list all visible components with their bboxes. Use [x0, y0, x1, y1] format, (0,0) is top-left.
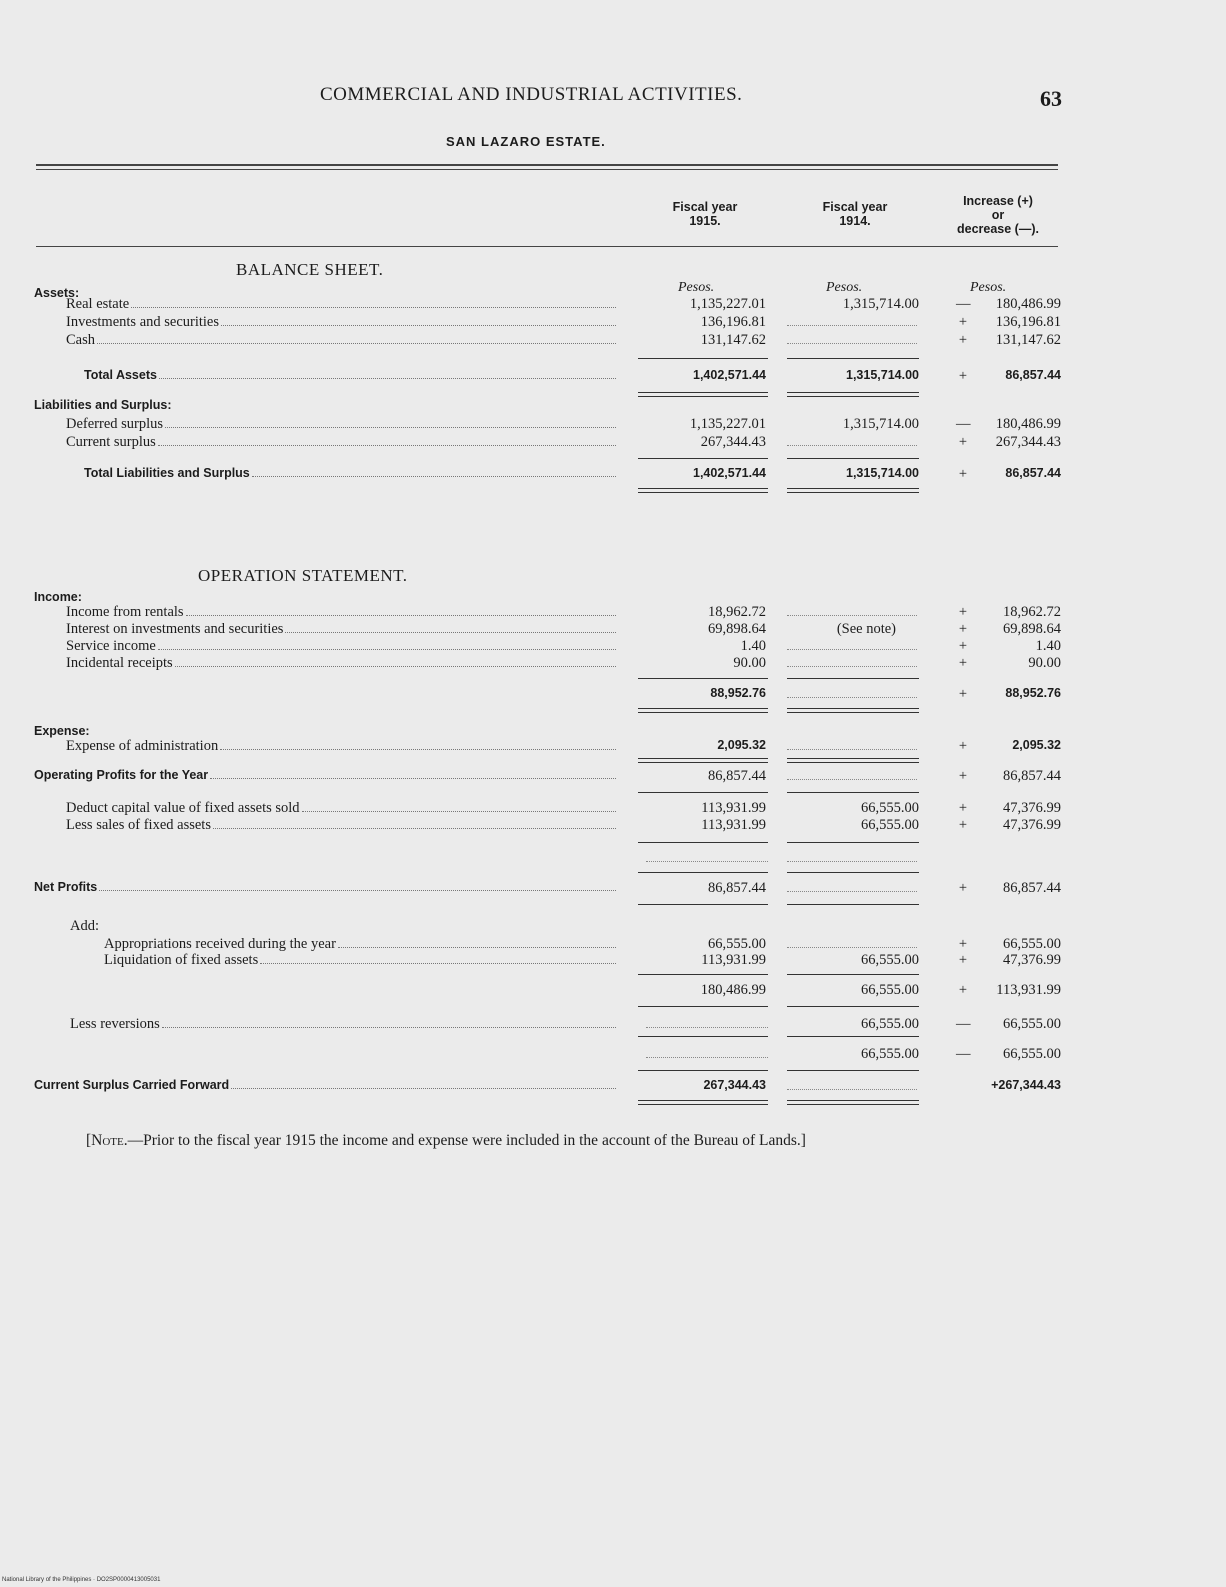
value-fy1915: 1,402,571.44 [693, 466, 766, 480]
value-fy1914: 66,555.00 [861, 800, 919, 816]
dot-leader [99, 890, 616, 891]
value-fy1915: 88,952.76 [710, 686, 766, 700]
double-rule [787, 392, 919, 397]
dot-leader [162, 1027, 616, 1028]
double-rule [638, 1100, 768, 1105]
blank-leader [646, 861, 768, 862]
value-fy1915: 86,857.44 [708, 880, 766, 896]
dot-leader [165, 427, 616, 428]
assets-heading: Assets: [34, 286, 80, 300]
unit-fy1915: Pesos. [678, 280, 715, 295]
blank-leader [787, 615, 917, 616]
subtotal-row [0, 686, 1226, 704]
blank-leader [787, 343, 917, 344]
dot-leader [221, 325, 616, 326]
value-fy1915: 18,962.72 [708, 604, 766, 620]
value-fy1914: 66,555.00 [861, 817, 919, 833]
column-rule [787, 904, 919, 905]
change-sign: + [958, 768, 968, 784]
blank-leader [787, 325, 917, 326]
dot-leader [159, 378, 616, 379]
column-rule [787, 358, 919, 359]
column-rule [638, 1070, 768, 1071]
table-row [0, 768, 1226, 786]
column-header-fy1914-line2: 1914. [839, 214, 871, 228]
change-sign: — [956, 296, 971, 312]
blank-leader [787, 1089, 917, 1090]
column-header-change-line3: decrease (—). [957, 222, 1039, 236]
value-fy1915: 267,344.43 [700, 434, 766, 450]
column-rule [638, 974, 768, 975]
change-sign: + [958, 952, 968, 968]
row-label: Current surplus [66, 434, 156, 450]
row-label: Interest on investments and securities [66, 621, 284, 637]
table-row [0, 638, 1226, 656]
column-rule [638, 842, 768, 843]
dot-leader [252, 476, 616, 477]
change-sign: + [958, 686, 968, 702]
dot-leader [302, 811, 616, 812]
column-rule [787, 872, 919, 873]
column-header-fy1915-line2: 1915. [689, 214, 721, 228]
header-rule [36, 164, 1058, 166]
dot-leader [158, 649, 616, 650]
value-fy1914: 66,555.00 [861, 982, 919, 998]
value-change: 113,931.99 [996, 982, 1061, 998]
estate-title: SAN LAZARO ESTATE. [446, 134, 606, 149]
change-sign: + [958, 621, 968, 637]
value-change: 180,486.99 [995, 296, 1061, 312]
row-label: Service income [66, 638, 156, 654]
row-label: Less reversions [70, 1016, 160, 1032]
value-fy1915: 1,402,571.44 [693, 368, 766, 382]
column-rule [787, 792, 919, 793]
column-rule [787, 678, 919, 679]
value-change: 180,486.99 [995, 416, 1061, 432]
change-sign: + [958, 368, 968, 384]
change-sign: — [956, 416, 971, 432]
value-change: 136,196.81 [995, 314, 1061, 330]
value-fy1915: 113,931.99 [701, 800, 766, 816]
dot-leader [220, 749, 616, 750]
change-sign: + [958, 800, 968, 816]
dot-leader [131, 307, 616, 308]
value-change: 66,555.00 [1003, 1016, 1061, 1032]
value-fy1915: 1.40 [740, 638, 766, 654]
dot-leader [260, 963, 616, 964]
column-rule [638, 678, 768, 679]
change-sign: + [958, 466, 968, 482]
row-label: Deferred surplus [66, 416, 164, 432]
value-fy1914: 66,555.00 [861, 1016, 919, 1032]
value-fy1914: 1,315,714.00 [846, 368, 919, 382]
value-fy1914: 66,555.00 [861, 952, 919, 968]
value-change: 69,898.64 [1003, 621, 1061, 637]
blank-leader [787, 666, 917, 667]
value-change: 86,857.44 [1005, 368, 1061, 382]
running-title: COMMERCIAL AND INDUSTRIAL ACTIVITIES. [320, 84, 743, 105]
column-rule [638, 358, 768, 359]
blank-leader [646, 1027, 768, 1028]
liabilities-heading: Liabilities and Surplus: [34, 398, 172, 412]
table-row [0, 817, 1226, 835]
value-change: 88,952.76 [1005, 686, 1061, 700]
value-fy1914: 1,315,714.00 [842, 296, 919, 312]
subtotal-row [0, 982, 1226, 1000]
row-label: Current Surplus Carried Forward [34, 1078, 230, 1092]
table-row [0, 434, 1226, 452]
value-change: 131,147.62 [995, 332, 1061, 348]
row-label: Total Assets [84, 368, 157, 382]
value-change: 47,376.99 [1003, 800, 1061, 816]
table-row [0, 314, 1226, 332]
value-fy1914: (See note) [836, 621, 896, 637]
table-row [0, 604, 1226, 622]
value-fy1915: 113,931.99 [701, 817, 766, 833]
row-label: Investments and securities [66, 314, 220, 330]
column-rule [638, 458, 768, 459]
column-rule [787, 1036, 919, 1037]
blank-leader [787, 779, 917, 780]
dot-leader [231, 1088, 616, 1089]
change-sign: — [956, 1016, 971, 1032]
double-rule [787, 708, 919, 713]
change-sign: + [958, 655, 968, 671]
blank-leader [787, 649, 917, 650]
value-change: 66,555.00 [1003, 1046, 1061, 1062]
change-sign: + [958, 332, 968, 348]
table-row [0, 416, 1226, 434]
value-fy1915: 267,344.43 [703, 1078, 766, 1092]
value-fy1914: 1,315,714.00 [846, 466, 919, 480]
value-change: 90.00 [1028, 655, 1061, 671]
value-change: 47,376.99 [1003, 952, 1061, 968]
dot-leader [213, 828, 616, 829]
table-row [0, 296, 1226, 314]
double-rule [638, 708, 768, 713]
footnote [36, 1128, 1076, 1154]
dot-leader [158, 445, 616, 446]
total-row [0, 1078, 1226, 1096]
blank-leader [787, 445, 917, 446]
dot-leader [186, 615, 616, 616]
header-rule-thin [36, 169, 1058, 170]
column-rule [787, 974, 919, 975]
table-row [0, 621, 1226, 639]
value-fy1915: 86,857.44 [708, 768, 766, 784]
value-change: 86,857.44 [1003, 768, 1061, 784]
expense-heading: Expense: [34, 724, 90, 738]
column-rule [787, 842, 919, 843]
value-fy1915: 136,196.81 [700, 314, 766, 330]
page-number: 63 [1040, 86, 1062, 111]
value-change: 18,962.72 [1003, 604, 1061, 620]
change-sign: + [958, 817, 968, 833]
column-rule [638, 1006, 768, 1007]
value-fy1915: 113,931.99 [701, 952, 766, 968]
double-rule [787, 488, 919, 493]
table-row [0, 332, 1226, 350]
double-rule [787, 758, 919, 763]
change-sign: + [958, 434, 968, 450]
column-header-fy1915 [640, 200, 770, 228]
value-change: 66,555.00 [1003, 936, 1061, 952]
value-change: 267,344.43 [995, 434, 1061, 450]
column-header-change-line1: Increase (+) [963, 194, 1033, 208]
change-sign: + [958, 738, 968, 754]
table-row [0, 800, 1226, 818]
blank-leader [787, 697, 917, 698]
blank-leader [787, 861, 917, 862]
row-label: Operating Profits for the Year [34, 768, 209, 782]
value-fy1914: 1,315,714.00 [842, 416, 919, 432]
double-rule [638, 758, 768, 763]
add-heading: Add: [70, 918, 99, 934]
footnote-text: .—Prior to the fiscal year 1915 the income and expense were included in the account of the Bureau of Lands.] [123, 1132, 806, 1149]
row-label: Appropriations received during the year [104, 936, 336, 952]
column-header-change-line2: or [991, 208, 1005, 222]
value-fy1915: 2,095.32 [717, 738, 766, 752]
dot-leader [175, 666, 616, 667]
column-header-fy1915-line1: Fiscal year [672, 200, 738, 214]
change-sign: + [958, 982, 968, 998]
blank-leader [787, 749, 917, 750]
value-change: +267,344.43 [991, 1078, 1061, 1092]
scan-footer: National Library of the Philippines · DO2SP0000413005031 [2, 1577, 161, 1583]
change-sign: + [958, 314, 968, 330]
column-rule [787, 458, 919, 459]
dot-leader [97, 343, 616, 344]
change-sign: + [958, 880, 968, 896]
row-label: Deduct capital value of fixed assets sold [66, 800, 300, 816]
value-fy1915: 1,135,227.01 [689, 296, 766, 312]
value-change: 47,376.99 [1003, 817, 1061, 833]
table-row [0, 655, 1226, 673]
blank-leader [646, 1057, 768, 1058]
footnote-bracket: [ [86, 1132, 92, 1149]
dot-leader [338, 947, 616, 948]
row-label: Less sales of fixed assets [66, 817, 211, 833]
blank-row [0, 850, 1226, 868]
row-label: Total Liabilities and Surplus [84, 466, 250, 480]
change-sign: + [958, 604, 968, 620]
change-sign: — [956, 1046, 971, 1062]
change-sign: + [958, 936, 968, 952]
double-rule [638, 392, 768, 397]
blank-leader [787, 947, 917, 948]
column-header-rule [36, 246, 1058, 247]
unit-change: Pesos. [970, 280, 1007, 295]
double-rule [787, 1100, 919, 1105]
column-rule [638, 1036, 768, 1037]
dot-leader [210, 778, 616, 779]
row-label: Income from rentals [66, 604, 184, 620]
dot-leader [285, 632, 616, 633]
unit-fy1914: Pesos. [826, 280, 863, 295]
value-fy1915: 66,555.00 [708, 936, 766, 952]
table-row [0, 880, 1226, 898]
column-rule [787, 1006, 919, 1007]
column-header-change [928, 194, 1068, 236]
column-header-fy1914 [790, 200, 920, 228]
value-fy1915: 180,486.99 [700, 982, 766, 998]
total-row [0, 368, 1226, 386]
subtotal-row [0, 1046, 1226, 1064]
column-header-fy1914-line1: Fiscal year [822, 200, 888, 214]
row-label: Net Profits [34, 880, 98, 894]
row-label: Cash [66, 332, 95, 348]
table-row [0, 1016, 1226, 1034]
operation-statement-title: OPERATION STATEMENT. [198, 566, 408, 585]
total-row [0, 466, 1226, 484]
value-change: 86,857.44 [1005, 466, 1061, 480]
double-rule [638, 488, 768, 493]
row-label: Real estate [66, 296, 130, 312]
value-change: 2,095.32 [1012, 738, 1061, 752]
value-fy1915: 69,898.64 [708, 621, 766, 637]
value-fy1915: 1,135,227.01 [689, 416, 766, 432]
row-label: Liquidation of fixed assets [104, 952, 259, 968]
table-row [0, 738, 1226, 756]
value-fy1914: 66,555.00 [861, 1046, 919, 1062]
blank-leader [787, 891, 917, 892]
table-row [0, 952, 1226, 970]
row-label: Expense of administration [66, 738, 219, 754]
column-rule [638, 872, 768, 873]
change-sign: + [958, 638, 968, 654]
column-rule [638, 904, 768, 905]
value-change: 86,857.44 [1003, 880, 1061, 896]
value-fy1915: 90.00 [733, 655, 766, 671]
value-fy1915: 131,147.62 [700, 332, 766, 348]
income-heading: Income: [34, 590, 82, 604]
column-rule [638, 792, 768, 793]
balance-sheet-title: BALANCE SHEET. [236, 260, 384, 279]
column-rule [787, 1070, 919, 1071]
footnote-label: Note [91, 1132, 124, 1149]
row-label: Incidental receipts [66, 655, 173, 671]
value-change: 1.40 [1035, 638, 1061, 654]
